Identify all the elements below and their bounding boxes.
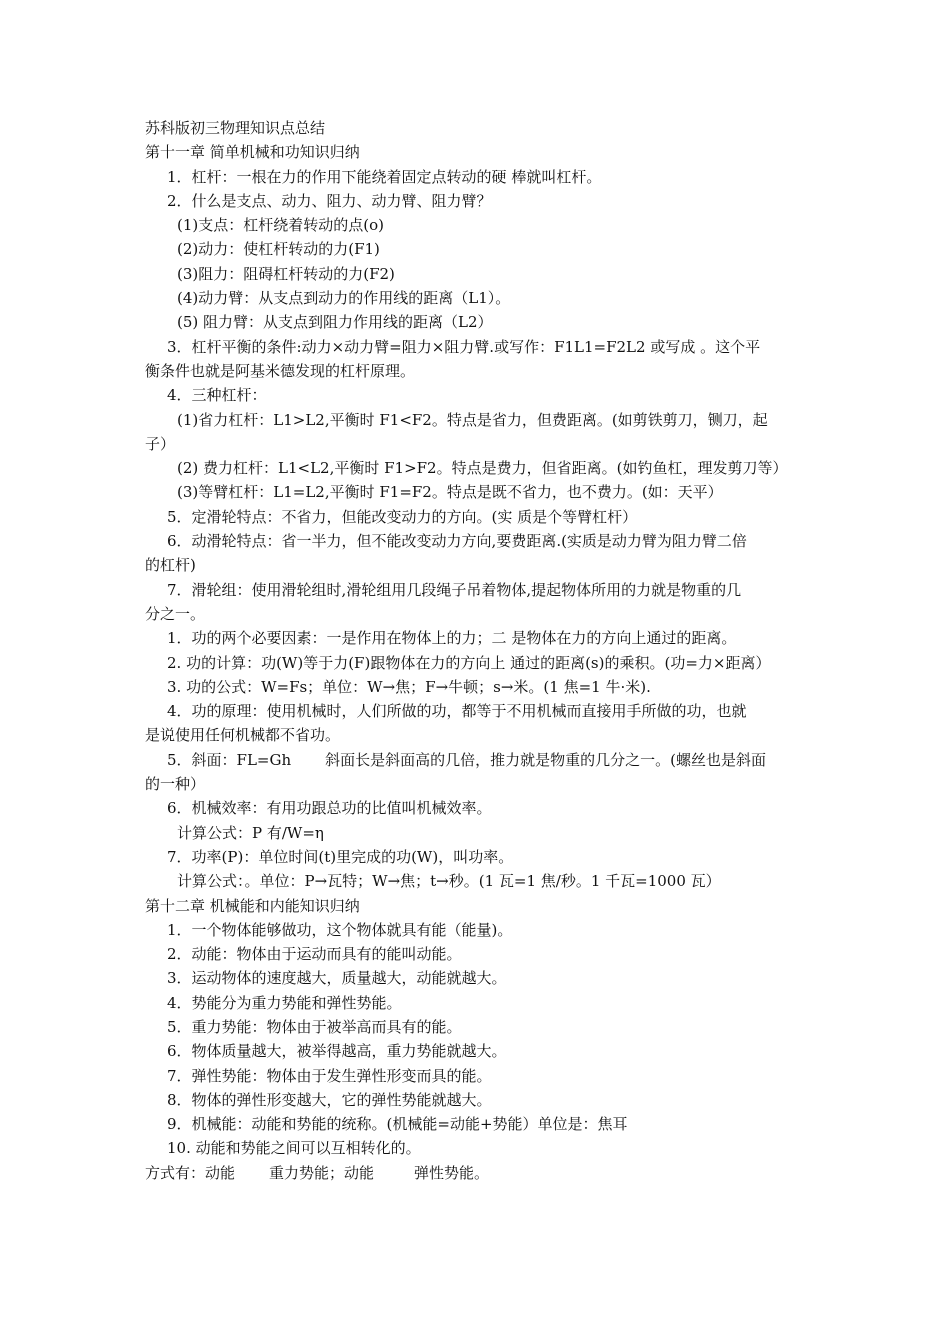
modes-suffix: 弹性势能。 bbox=[414, 1163, 490, 1182]
ch11-line: (3)阻力：阻碍杠杆转动的力(F2) bbox=[177, 264, 395, 283]
ch11-line: 7．功率(P)：单位时间(t)里完成的功(W)，叫功率。 bbox=[167, 847, 514, 866]
ch12-line: 3．运动物体的速度越大，质量越大，动能就越大。 bbox=[167, 969, 507, 988]
ch11-line: 的一种） bbox=[145, 775, 206, 794]
ch11-line: (1)省力杠杆：L1>L2,平衡时 F1<F2。特点是省力，但费距离。(如剪铁剪刀，铡刀，起 bbox=[177, 410, 768, 429]
ch11-line: 1．功的两个必要因素：一是作用在物体上的力；二 是物体在力的方向上通过的距离。 bbox=[167, 629, 737, 648]
ch12-line: 7．弹性势能：物体由于发生弹性形变而具的能。 bbox=[167, 1066, 492, 1085]
modes-prefix: 方式有：动能 bbox=[145, 1163, 236, 1182]
ch11-line: 4．功的原理：使用机械时，人们所做的功，都等于不用机械而直接用手所做的功，也就 bbox=[167, 702, 747, 721]
ch12-line: 5．重力势能：物体由于被举高而具有的能。 bbox=[167, 1017, 462, 1036]
ch11-line: 子） bbox=[145, 434, 176, 453]
ch12-line: 10. 动能和势能之间可以互相转化的。 bbox=[167, 1139, 421, 1158]
document-body bbox=[145, 116, 810, 1185]
ch11-line: 3．杠杆平衡的条件:动力×动力臂=阻力×阻力臂.或写作：F1L1=F2L2 或写成 。这个平 bbox=[167, 337, 761, 356]
ch11-incline-line bbox=[145, 748, 810, 772]
ch11-line: 是说使用任何机械都不省功。 bbox=[145, 726, 341, 745]
incline-formula: 5．斜面：FL=Gh bbox=[167, 750, 292, 769]
ch11-line: (5) 阻力臂：从支点到阻力作用线的距离（L2） bbox=[177, 313, 493, 332]
ch11-line: 2. 功的计算：功(W)等于力(F)跟物体在力的方向上 通过的距离(s)的乘积。(功=力×距离） bbox=[167, 653, 771, 672]
chapter-12-heading: 第十二章 机械能和内能知识归纳 bbox=[145, 896, 360, 915]
ch12-line: 2．动能：物体由于运动而具有的能叫动能。 bbox=[167, 945, 462, 964]
ch11-line: 3. 功的公式：W=Fs；单位：W→焦；F→牛顿；s→米。(1 焦=1 牛·米). bbox=[167, 677, 651, 696]
ch11-line: 1．杠杆：一根在力的作用下能绕着固定点转动的硬 棒就叫杠杆。 bbox=[167, 167, 602, 186]
ch12-line: 8．物体的弹性形变越大，它的弹性势能就越大。 bbox=[167, 1090, 492, 1109]
ch11-line: 2．什么是支点、动力、阻力、动力臂、阻力臂？ bbox=[167, 191, 492, 210]
ch12-line: 4．势能分为重力势能和弹性势能。 bbox=[167, 993, 402, 1012]
ch11-line: 4．三种杠杆： bbox=[167, 386, 267, 405]
document-title: 苏科版初三物理知识点总结 bbox=[145, 119, 326, 137]
ch11-line: 计算公式：P 有/W=η bbox=[177, 823, 324, 842]
chapter-11-heading: 第十一章 简单机械和功知识归纳 bbox=[145, 143, 360, 162]
ch12-line: 9．机械能：动能和势能的统称。(机械能=动能+势能）单位是：焦耳 bbox=[167, 1115, 628, 1134]
modes-middle: 重力势能；动能 bbox=[269, 1163, 375, 1182]
ch11-line: 衡条件也就是阿基米德发现的杠杆原理。 bbox=[145, 361, 416, 380]
ch12-modes-line bbox=[145, 1161, 810, 1185]
ch11-line: 7．滑轮组：使用滑轮组时,滑轮组用几段绳子吊着物体,提起物体所用的力就是物重的几 bbox=[167, 580, 742, 599]
ch11-line: 计算公式：。单位：P→瓦特；W→焦；t→秒。(1 瓦=1 焦/秒。1 千瓦=1000 瓦） bbox=[177, 872, 721, 891]
ch12-line: 1．一个物体能够做功，这个物体就具有能（能量)。 bbox=[167, 920, 513, 939]
ch11-line: (1)支点：杠杆绕着转动的点(o) bbox=[177, 216, 384, 235]
incline-description: 斜面长是斜面高的几倍，推力就是物重的几分之一。(螺丝也是斜面 bbox=[325, 750, 766, 769]
ch11-line: 6．机械效率：有用功跟总功的比值叫机械效率。 bbox=[167, 799, 492, 818]
ch11-line: (2) 费力杠杆：L1<L2,平衡时 F1>F2。特点是费力，但省距离。(如钓鱼杠，理发剪刀等） bbox=[177, 459, 788, 478]
ch11-line: (3)等臂杠杆：L1=L2,平衡时 F1=F2。特点是既不省力，也不费力。(如：天平） bbox=[177, 483, 723, 502]
ch11-line: (4)动力臂：从支点到动力的作用线的距离（L1）。 bbox=[177, 289, 511, 308]
ch11-line: 6．动滑轮特点：省一半力，但不能改变动力方向,要费距离.(实质是动力臂为阻力臂二倍 bbox=[167, 532, 747, 551]
ch12-line: 6．物体质量越大，被举得越高，重力势能就越大。 bbox=[167, 1042, 507, 1061]
ch11-line: 的杠杆) bbox=[145, 556, 196, 575]
ch11-line: (2)动力：使杠杆转动的力(F1) bbox=[177, 240, 380, 259]
ch11-line: 分之一。 bbox=[145, 604, 206, 623]
ch11-line: 5．定滑轮特点：不省力，但能改变动力的方向。(实 质是个等臂杠杆） bbox=[167, 507, 638, 526]
